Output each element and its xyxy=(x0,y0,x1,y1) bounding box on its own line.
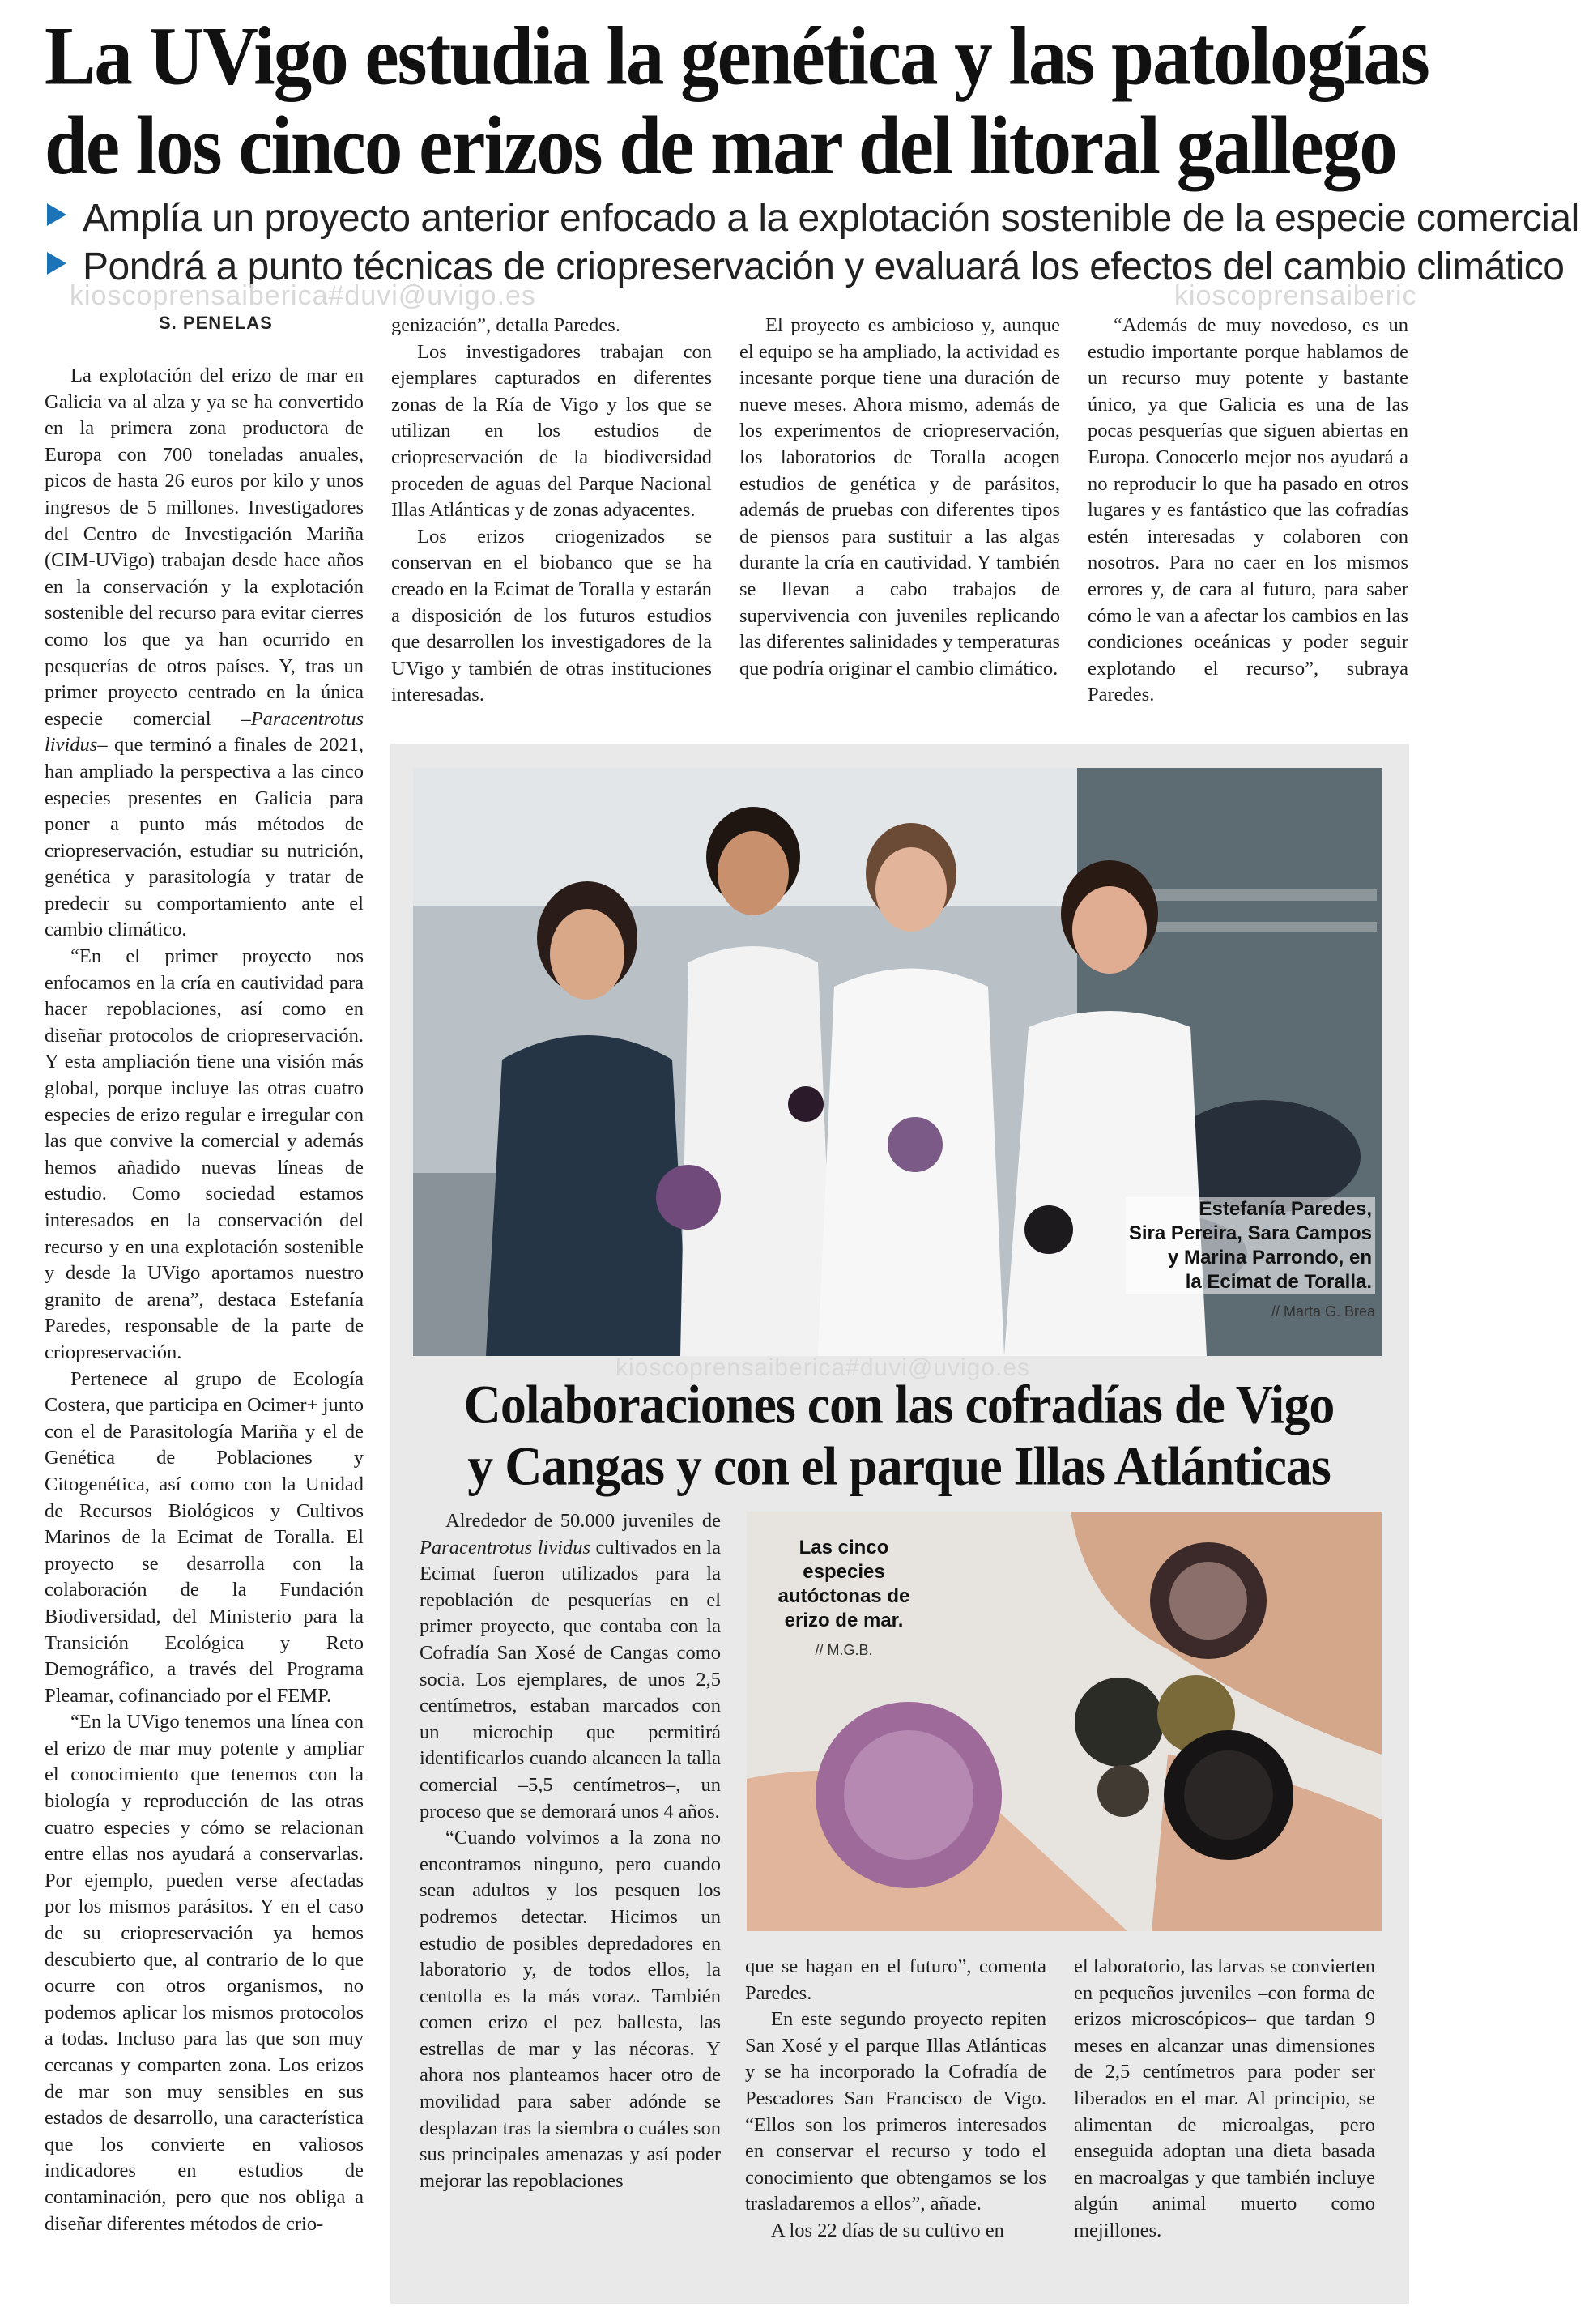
bullet-triangle-icon xyxy=(47,252,66,275)
photo-caption: Las cinco especies autóctonas de erizo de mar. // M.G.B. xyxy=(755,1536,933,1662)
box-column-1 xyxy=(420,1508,721,2194)
article-column-2 xyxy=(391,313,712,709)
paragraph: genización”, detalla Paredes. xyxy=(391,314,620,336)
article-column-4 xyxy=(1088,313,1408,709)
headline-line-2: de los cinco erizos de mar del litoral gallego xyxy=(45,99,1396,192)
paragraph: “En el primer proyecto nos enfocamos en la cría en cautividad para hacer repoblaciones, así como en diseñar protocolos de criopreservación. Y esta ampliación tiene una visión más global, porque incluye las otras cuatro especies de erizo regular e irregular con las que convive la comercial y además hemos añadido nuevas líneas de estudio. Como sociedad estamos interesados en la conservación del recurso y en una explotación sostenible y desde la UVigo aportamos nuestro granito de arena”, destaca Estefanía Paredes, responsable de la parte de criopreservación. xyxy=(45,945,364,1363)
sea-urchins-photo xyxy=(747,1512,1382,1931)
box-column-2 xyxy=(745,1954,1046,2245)
photo-credit: // M.G.B. xyxy=(815,1642,873,1658)
species-name: Paracentrotus lividus xyxy=(45,707,364,757)
paragraph: Pertenece al grupo de Ecología Costera, que participa en Ocimer+ junto con el de Parasitología Mariña y el de Genética de Poblaciones y Citogenética, así como con la Unidad de Recursos Biológicos y Cultivos Marinos de la Ecimat de Toralla. El proyecto se desarrolla con la colaboración de la Fundación Biodiversidad, del Ministerio para la Transición Ecológica y Reto Demográfico, a través del Programa Pleamar, cofinanciado por el FEMP. xyxy=(45,1367,364,1707)
paragraph: A los 22 días de su cultivo en xyxy=(771,2219,1004,2241)
bullet-triangle-icon xyxy=(47,203,66,226)
headline-line-1: La UVigo estudia la genética y las patologías xyxy=(45,9,1429,103)
paragraph: El proyecto es ambicioso y, aunque el equipo se ha ampliado, la actividad es incesante porque tiene una duración de nueve meses. Ahora mismo, además de los experimentos de criopreservación, los laboratorios de Toralla acogen estudios de genética y de parásitos, además de pruebas con diferentes tipos de piensos para sustituir a las algas durante la cría en cautividad. Y también se llevan a cabo trabajos de supervivencia con juveniles replicando las diferentes salinidades y temperaturas que podría originar el cambio climático. xyxy=(739,314,1060,680)
paragraph: “En la UVigo tenemos una línea con el erizo de mar muy potente y ampliar el conocimiento que tenemos con la biología y reproducción de las otras cuatro especies y cómo se relacionan entre ellas nos ayudará a conservarlas. Por ejemplo, pueden verse afectadas por los mismos parásitos. Y en el caso de su criopreservación ya hemos descubierto que, al contrario de lo que ocurre con otros organismos, no podemos aplicar los mismos protocolos a todas. Incluso para las que son muy cercanas y comparten zona. Los erizos de mar son muy sensibles en sus estados de desarrollo, una característica que los convierte en valiosos indicadores en estudios de contaminación, pero que nos obliga a diseñar diferentes métodos de crio- xyxy=(45,1711,364,2235)
subheadline-2: Pondrá a punto técnicas de criopreservación y evaluará los efectos del cambio climático xyxy=(47,245,1553,290)
watermark: kioscoprensaiberica#duvi@uvigo.es xyxy=(70,280,536,311)
watermark: kioscoprensaiberica#duvi@uvigo.es xyxy=(615,1354,1031,1381)
box-headline: Colaboraciones con las cofradías de Vigo y Cangas y con el parque Illas Atlánticas xyxy=(463,1374,1335,1497)
paragraph: “Además de muy novedoso, es un estudio importante porque hablamos de un recurso muy potente y bastante único, ya que Galicia es una de las pocas pesquerías que siguen abiertas en Europa. Conocerlo mejor nos ayudará a no reproducir lo que ha pasado en otros lugares y es fantástico que las cofradías estén interesadas y colaboren con nosotros. Para no caer en los mismos errores y, de cara al futuro, para saber cómo le van a afectar los cambios en las condiciones oceánicas y poder seguir explotando el recurso”, subraya Paredes. xyxy=(1088,314,1408,706)
photo-credit: // Marta G. Brea xyxy=(1271,1303,1375,1320)
species-name: Paracentrotus lividus xyxy=(420,1536,591,1559)
paragraph: que se hagan en el futuro”, comenta Paredes. xyxy=(745,1955,1046,2004)
paragraph: En este segundo proyecto repiten San Xosé y el parque Illas Atlánticas y se ha incorporado la Cofradía de Pescadores San Francisco de Vigo. “Ellos son los primeros interesados en conservar el recurso y todo el conocimiento que obtengamos se los trasladaremos a ellos”, añade. xyxy=(745,2008,1046,2215)
paragraph: La explotación del erizo de mar en Galicia va al alza y ya se ha convertido en la primera zona productora de Europa con 700 toneladas anuales, picos de hasta 26 euros por kilo y unos ingresos de 5 millones. Investigadores del Centro de Investigación Mariña (CIM-UVigo) trabajan desde hace años en la conservación y la explotación sostenible del recurso para evitar cierres como los que ya han ocurrido en pesquerías de otros países. Y, tras un primer proyecto centrado en la única especie comercial –Paracentrotus lividus– que terminó a finales de 2021, han ampliado la perspectiva a las cinco especies presentes en Galicia para poner a punto más métodos de criopreservación, estudiar su nutrición, genética y parasitología y tratar de predecir su comportamiento ante el cambio climático. xyxy=(45,365,364,941)
photo-caption: Estefanía Paredes, Sira Pereira, Sara Campos y Marina Parrondo, en la Ecimat de Toralla. // Marta G. Brea xyxy=(1126,1197,1375,1324)
researchers-photo xyxy=(413,768,1382,1356)
watermark: kioscoprensaiberic xyxy=(1174,280,1417,311)
box-column-3 xyxy=(1074,1954,1375,2245)
paragraph: Alrededor de 50.000 juveniles de Paracentrotus lividus cultivados en la Ecimat fueron utilizados para la repoblación de pesquerías en el primer proyecto, que contaba con la Cofradía San Xosé de Cangas como socia. Los ejemplares, de unos 2,5 centímetros, estaban marcados con un microchip que permitirá identificarlos cuando alcancen la talla comercial –5,5 centímetros–, un proceso que se demorará unos 4 años. xyxy=(420,1510,721,1823)
article-column-1 xyxy=(45,363,364,2237)
paragraph: Los investigadores trabajan con ejemplares capturados en diferentes zonas de la Ría de Vigo y los que se utilizan en los estudios de criopreservación de la biodiversidad proceden de aguas del Parque Nacional Illas Atlánticas y de zonas adyacentes. xyxy=(391,340,712,522)
paragraph: el laboratorio, las larvas se convierten en pequeños juveniles –con forma de erizos microscópicos– que tardan 9 meses en alcanzar unas dimensiones de 2,5 centímetros para poder ser liberados en el mar. Al principio, se alimentan de microalgas, pero enseguida adoptan una dieta basada en macroalgas y que también incluye algún animal muerto como mejillones. xyxy=(1074,1955,1375,2241)
article-column-3 xyxy=(739,313,1060,682)
paragraph: “Cuando volvimos a la zona no encontramos ninguno, pero cuando sean adultos y los pesquen los podremos detectar. Hicimos un estudio de posibles depredadores en laboratorio y, de todos ellos, la centolla es la más voraz. También comen erizo el pez ballesta, las estrellas de mar y las nécoras. Y ahora nos planteamos hacer otro de movilidad para saber adónde se desplazan tras la siembra o cuáles son sus principales amenazas y así poder mejorar las repoblaciones xyxy=(420,1827,721,2192)
paragraph: Los erizos criogenizados se conservan en el biobanco que se ha creado en la Ecimat de Toralla y estarán a disposición de los futuros estudios que desarrollen los investigadores de la UVigo y también de otras instituciones interesadas. xyxy=(391,525,712,706)
headline xyxy=(45,11,1551,190)
subheadline-1: Amplía un proyecto anterior enfocado a la explotación sostenible de la especie comercial xyxy=(47,196,1553,241)
byline: S. PENELAS xyxy=(159,313,273,333)
